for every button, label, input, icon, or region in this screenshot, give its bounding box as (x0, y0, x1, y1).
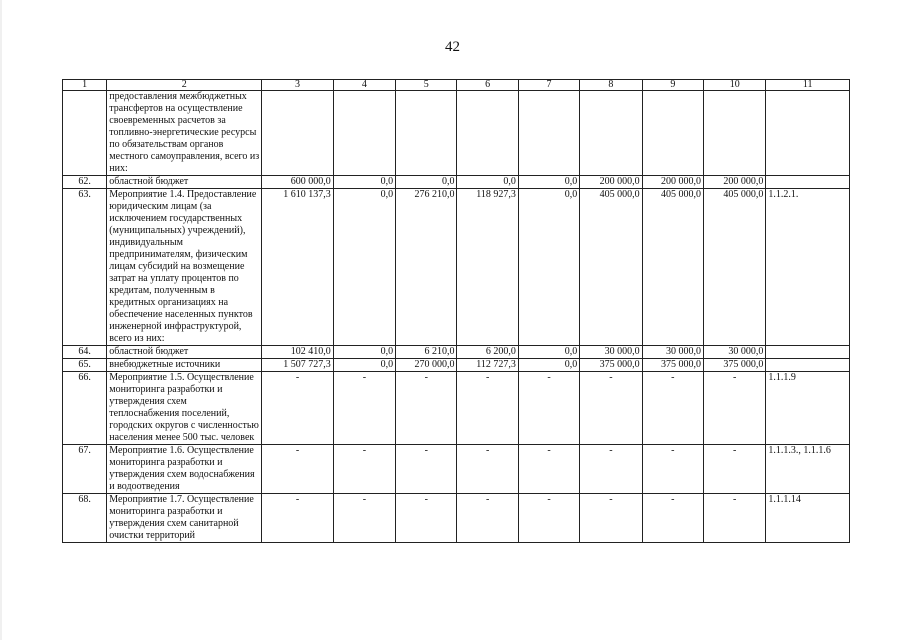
reference-cell: 1.1.1.9 (766, 372, 850, 445)
value-cell: - (396, 494, 457, 543)
reference-cell: 1.1.2.1. (766, 189, 850, 346)
value-cell: 0,0 (333, 189, 395, 346)
row-number-cell (63, 91, 107, 176)
column-header: 4 (333, 80, 395, 91)
scan-edge (0, 0, 2, 640)
row-number-cell: 65. (63, 359, 107, 372)
value-cell: 600 000,0 (262, 176, 333, 189)
value-cell: - (518, 372, 579, 445)
value-cell: 405 000,0 (704, 189, 766, 346)
value-cell: - (518, 494, 579, 543)
value-cell: 1 507 727,3 (262, 359, 333, 372)
value-cell: 200 000,0 (642, 176, 703, 189)
value-cell: - (704, 494, 766, 543)
row-number-cell: 68. (63, 494, 107, 543)
description-cell: Мероприятие 1.5. Осуществление мониторинга разработки и утверждения схем теплоснабжения поселений, городских округов с численностью населения менее 500 тыс. человек (107, 372, 262, 445)
table-row (63, 359, 850, 372)
value-cell: - (262, 372, 333, 445)
row-number-cell: 66. (63, 372, 107, 445)
description-cell: Мероприятие 1.7. Осуществление мониторинга разработки и утверждения схем санитарной очистки территорий (107, 494, 262, 543)
value-cell: - (580, 494, 642, 543)
table-row (63, 189, 850, 346)
value-cell: 0,0 (333, 359, 395, 372)
table-row (63, 445, 850, 494)
value-cell: - (262, 494, 333, 543)
value-cell (704, 91, 766, 176)
value-cell: 0,0 (518, 346, 579, 359)
column-header: 3 (262, 80, 333, 91)
description-cell: предоставления межбюджетных трансфертов на осуществление своевременных расчетов за топливно-энергетические ресурсы по обязательствам органов местного самоуправления, всего из них: (107, 91, 262, 176)
value-cell: - (333, 494, 395, 543)
value-cell: 30 000,0 (642, 346, 703, 359)
reference-cell (766, 91, 850, 176)
column-header: 6 (457, 80, 518, 91)
description-cell: областной бюджет (107, 346, 262, 359)
value-cell (457, 91, 518, 176)
value-cell: 6 200,0 (457, 346, 518, 359)
value-cell: - (704, 372, 766, 445)
value-cell: 0,0 (518, 359, 579, 372)
value-cell: - (333, 372, 395, 445)
value-cell: 200 000,0 (580, 176, 642, 189)
column-header: 7 (518, 80, 579, 91)
row-number-cell: 67. (63, 445, 107, 494)
value-cell: 200 000,0 (704, 176, 766, 189)
column-header: 10 (704, 80, 766, 91)
row-number-cell: 64. (63, 346, 107, 359)
value-cell: - (396, 372, 457, 445)
value-cell: - (642, 494, 703, 543)
value-cell: 102 410,0 (262, 346, 333, 359)
table-row (63, 372, 850, 445)
value-cell: - (642, 372, 703, 445)
value-cell: - (333, 445, 395, 494)
table-row (63, 176, 850, 189)
reference-cell (766, 176, 850, 189)
value-cell: 118 927,3 (457, 189, 518, 346)
value-cell (333, 91, 395, 176)
value-cell: 405 000,0 (642, 189, 703, 346)
value-cell: - (518, 445, 579, 494)
reference-cell: 1.1.1.14 (766, 494, 850, 543)
page-number: 42 (445, 39, 460, 55)
value-cell: - (580, 372, 642, 445)
table-row (63, 91, 850, 176)
value-cell: - (457, 494, 518, 543)
reference-cell: 1.1.1.3., 1.1.1.6 (766, 445, 850, 494)
value-cell: 276 210,0 (396, 189, 457, 346)
column-header: 11 (766, 80, 850, 91)
value-cell: - (457, 372, 518, 445)
row-number-cell: 62. (63, 176, 107, 189)
table-row (63, 494, 850, 543)
column-header: 1 (63, 80, 107, 91)
reference-cell (766, 359, 850, 372)
value-cell: 0,0 (333, 346, 395, 359)
column-header: 2 (107, 80, 262, 91)
value-cell (396, 91, 457, 176)
value-cell: 0,0 (518, 176, 579, 189)
value-cell: 375 000,0 (704, 359, 766, 372)
value-cell (518, 91, 579, 176)
description-cell: Мероприятие 1.6. Осуществление мониторинга разработки и утверждения схем водоснабжения и водоотведения (107, 445, 262, 494)
value-cell: 375 000,0 (642, 359, 703, 372)
value-cell: - (396, 445, 457, 494)
value-cell: 375 000,0 (580, 359, 642, 372)
value-cell: 6 210,0 (396, 346, 457, 359)
value-cell: 270 000,0 (396, 359, 457, 372)
value-cell: - (262, 445, 333, 494)
value-cell: 30 000,0 (704, 346, 766, 359)
table-row (63, 346, 850, 359)
value-cell: 0,0 (457, 176, 518, 189)
value-cell: 0,0 (518, 189, 579, 346)
value-cell: - (457, 445, 518, 494)
description-cell: внебюджетные источники (107, 359, 262, 372)
description-cell: Мероприятие 1.4. Предоставление юридическим лицам (за исключением государственных (муниципальных) учреждений), индивидуальным предпринимателям, физическим лицам субсидий на возмещение затрат на уплату процентов по кредитам, полученным в кредитных организациях на обеспечение населенных пунктов инженерной инфраструктурой, всего из них: (107, 189, 262, 346)
column-header: 8 (580, 80, 642, 91)
value-cell: 0,0 (396, 176, 457, 189)
reference-cell (766, 346, 850, 359)
value-cell: 1 610 137,3 (262, 189, 333, 346)
column-header: 5 (396, 80, 457, 91)
value-cell: - (642, 445, 703, 494)
value-cell: 0,0 (333, 176, 395, 189)
header-row (63, 80, 850, 91)
value-cell: 30 000,0 (580, 346, 642, 359)
value-cell: 112 727,3 (457, 359, 518, 372)
value-cell (262, 91, 333, 176)
value-cell: 405 000,0 (580, 189, 642, 346)
row-number-cell: 63. (63, 189, 107, 346)
value-cell (580, 91, 642, 176)
column-header: 9 (642, 80, 703, 91)
budget-table (62, 79, 850, 543)
value-cell (642, 91, 703, 176)
description-cell: областной бюджет (107, 176, 262, 189)
value-cell: - (704, 445, 766, 494)
value-cell: - (580, 445, 642, 494)
